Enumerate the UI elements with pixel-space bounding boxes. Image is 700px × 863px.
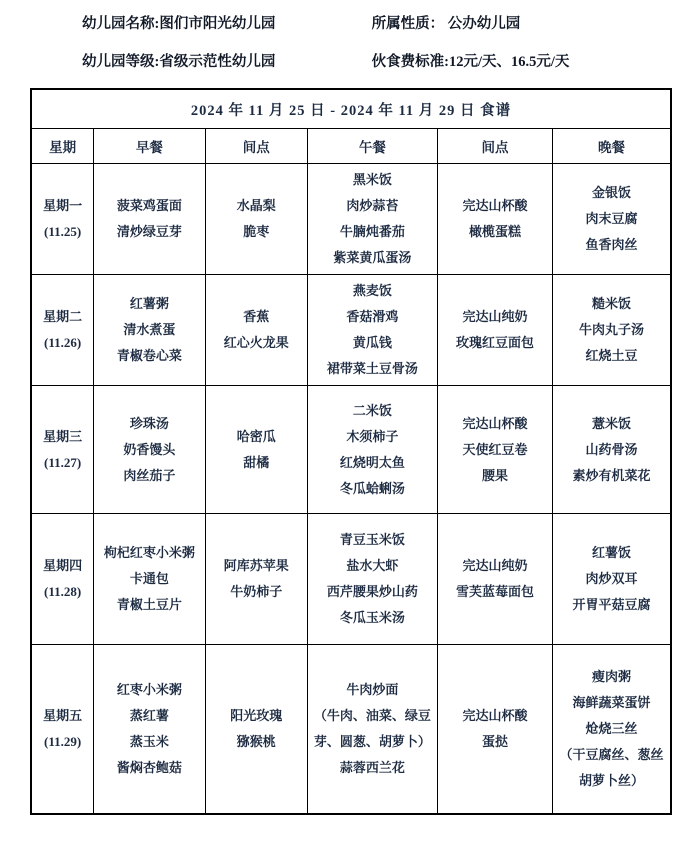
menu-item: 红烧明太鱼: [339, 454, 405, 470]
menu-item: （牛肉、油菜、绿豆芽、圆葱、胡萝卜）: [313, 707, 431, 749]
menu-item: 木须柿子: [346, 428, 399, 444]
menu-item: 青豆玉米饭: [339, 532, 405, 547]
dinner-cell: [553, 164, 671, 275]
breakfast-cell: [94, 386, 205, 514]
weekly-menu-table: [30, 88, 672, 815]
kindergarten-grade: 幼儿园等级:省级示范性幼儿园: [82, 54, 276, 70]
menu-item: 肉丝茄子: [123, 467, 176, 483]
menu-item: 哈密瓜: [236, 428, 276, 444]
column-header-breakfast: 早餐: [94, 129, 205, 164]
menu-item: 黑米饭: [352, 172, 392, 187]
menu-item: 西芹腰果炒山药: [326, 584, 418, 599]
day-label: 星期一: [43, 198, 83, 213]
menu-item: 猕猴桃: [236, 733, 276, 749]
menu-item: 天使红豆卷: [462, 441, 528, 457]
column-header-lunch: 午餐: [307, 129, 437, 164]
column-header-snack-am: 间点: [205, 129, 307, 164]
header-line-2: [0, 50, 700, 74]
menu-item: 蒜蓉西兰花: [339, 759, 405, 775]
breakfast-cell: [94, 164, 205, 275]
column-header-weekday: 星期: [31, 129, 94, 164]
menu-item: 红枣小米粥: [116, 681, 182, 697]
menu-item: 清水煮蛋: [123, 322, 176, 337]
menu-item: 肉炒双耳: [585, 571, 638, 586]
day-cell: [31, 164, 94, 275]
menu-item: 橄榄蛋糕: [468, 224, 521, 239]
menu-item: 青椒卷心菜: [116, 348, 182, 363]
meal-fee-standard: 伙食费标准:12元/天、16.5元/天: [371, 54, 570, 70]
menu-item: 薏米饭: [592, 415, 632, 431]
snack-am-cell: [205, 645, 307, 814]
snack-pm-cell: [437, 164, 552, 275]
menu-item: 完达山杯酸: [462, 415, 528, 431]
breakfast-cell: [94, 645, 205, 814]
snack-am-cell: [205, 164, 307, 275]
menu-item: 珍珠汤: [129, 415, 169, 431]
menu-item: 冬瓜玉米汤: [339, 610, 405, 625]
menu-item: 红烧土豆: [585, 348, 638, 363]
kindergarten-name: 幼儿园名称:图们市阳光幼儿园: [82, 16, 276, 32]
menu-item: 完达山纯奶: [462, 558, 528, 573]
menu-item: 糙米饭: [592, 296, 632, 311]
date-label: (11.27): [44, 454, 82, 470]
day-cell: [31, 386, 94, 514]
table-header-row: [31, 129, 671, 164]
menu-item: 红心火龙果: [223, 335, 289, 350]
menu-item: 裙带菜土豆骨汤: [326, 361, 418, 376]
table-row: [31, 164, 671, 275]
menu-item: 水晶梨: [236, 198, 276, 213]
menu-item: 牛奶柿子: [230, 584, 283, 599]
menu-item: 肉炒蒜苔: [346, 198, 399, 213]
table-row: [31, 514, 671, 645]
day-label: 星期三: [43, 428, 83, 444]
date-label: (11.26): [44, 335, 82, 350]
menu-item: 牛肉炒面: [346, 681, 399, 697]
menu-item: 瘦肉粥: [592, 668, 632, 684]
menu-item: 蒸玉米: [129, 733, 169, 749]
menu-item: 菠菜鸡蛋面: [116, 198, 182, 213]
lunch-cell: [307, 275, 437, 386]
snack-am-cell: [205, 386, 307, 514]
menu-item: 蛋挞: [481, 733, 508, 749]
menu-item: 开胃平菇豆腐: [572, 597, 651, 612]
menu-item: 黄瓜钱: [352, 335, 392, 350]
menu-item: 牛腩炖番茄: [339, 224, 405, 239]
lunch-cell: [307, 386, 437, 514]
menu-item: 雪芙蓝莓面包: [455, 584, 534, 599]
date-label: (11.25): [44, 224, 82, 239]
snack-am-cell: [205, 514, 307, 645]
table-title-row: [31, 89, 671, 129]
lunch-cell: [307, 514, 437, 645]
menu-item: 腰果: [481, 467, 508, 483]
header-line-1: [0, 12, 700, 36]
snack-am-cell: [205, 275, 307, 386]
menu-item: 鱼香肉丝: [585, 237, 638, 252]
lunch-cell: [307, 645, 437, 814]
date-label: (11.28): [44, 584, 82, 599]
snack-pm-cell: [437, 514, 552, 645]
ownership-type: 所属性质： 公办幼儿园: [371, 16, 521, 32]
menu-item: （干豆腐丝、葱丝胡萝卜丝）: [559, 746, 664, 788]
menu-item: 素炒有机菜花: [572, 467, 651, 483]
menu-item: 香菇滑鸡: [346, 309, 399, 324]
menu-item: 香蕉: [243, 309, 270, 324]
day-cell: [31, 645, 94, 814]
menu-item: 清炒绿豆芽: [116, 224, 182, 239]
menu-item: 牛肉丸子汤: [579, 322, 645, 337]
breakfast-cell: [94, 514, 205, 645]
menu-item: 完达山杯酸: [462, 198, 528, 213]
day-label: 星期五: [43, 707, 83, 723]
snack-pm-cell: [437, 645, 552, 814]
day-label: 星期二: [43, 309, 83, 324]
menu-item: 红薯粥: [129, 296, 169, 311]
menu-item: 阿库苏苹果: [223, 558, 289, 573]
menu-item: 酱焖杏鲍菇: [116, 759, 182, 775]
menu-item: 山药骨汤: [585, 441, 638, 457]
snack-pm-cell: [437, 386, 552, 514]
menu-item: 红薯饭: [592, 545, 632, 560]
breakfast-cell: [94, 275, 205, 386]
menu-item: 燕麦饭: [352, 283, 392, 298]
menu-item: 紫菜黄瓜蛋汤: [333, 250, 412, 265]
day-cell: [31, 275, 94, 386]
column-header-dinner: 晚餐: [553, 129, 671, 164]
snack-pm-cell: [437, 275, 552, 386]
table-row: [31, 645, 671, 814]
menu-item: 甜橘: [243, 454, 270, 470]
menu-item: 海鲜蔬菜蛋饼: [572, 694, 651, 710]
menu-item: 蒸红薯: [129, 707, 169, 723]
menu-item: 青椒土豆片: [116, 597, 182, 612]
menu-item: 完达山杯酸: [462, 707, 528, 723]
menu-item: 脆枣: [243, 224, 270, 239]
menu-item: 完达山纯奶: [462, 309, 528, 324]
dinner-cell: [553, 645, 671, 814]
table-row: [31, 275, 671, 386]
menu-item: 阳光玫瑰: [230, 707, 283, 723]
day-cell: [31, 514, 94, 645]
menu-item: 玫瑰红豆面包: [455, 335, 534, 350]
table-title: 2024 年 11 月 25 日 - 2024 年 11 月 29 日 食谱: [31, 89, 671, 129]
dinner-cell: [553, 514, 671, 645]
menu-item: 肉末豆腐: [585, 211, 638, 226]
menu-item: 金银饭: [592, 185, 632, 200]
column-header-snack-pm: 间点: [437, 129, 552, 164]
dinner-cell: [553, 386, 671, 514]
lunch-cell: [307, 164, 437, 275]
day-label: 星期四: [43, 558, 83, 573]
menu-item: 炝烧三丝: [585, 720, 638, 736]
menu-item: 盐水大虾: [346, 558, 399, 573]
page-header: [0, 0, 700, 74]
menu-item: 卡通包: [129, 571, 169, 586]
menu-table-body: [31, 164, 671, 814]
menu-item: 枸杞红枣小米粥: [103, 545, 195, 560]
menu-item: 奶香馒头: [123, 441, 176, 457]
table-row: [31, 386, 671, 514]
dinner-cell: [553, 275, 671, 386]
menu-item: 冬瓜蛤蜊汤: [339, 480, 405, 496]
date-label: (11.29): [44, 733, 82, 749]
menu-item: 二米饭: [352, 402, 392, 418]
